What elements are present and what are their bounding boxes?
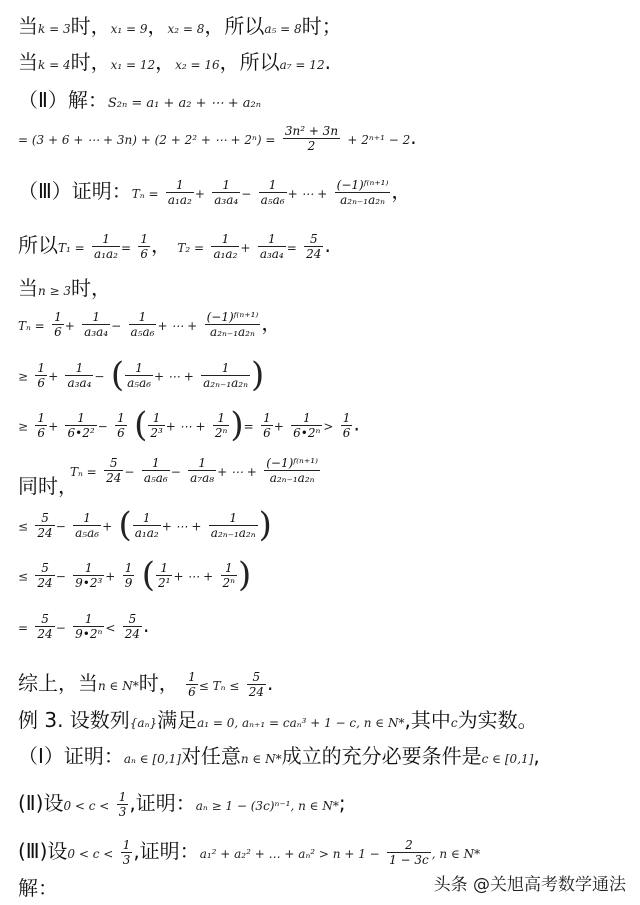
math-text: c ∈ [0,1] (481, 752, 534, 766)
math-text: + (64, 319, 75, 333)
math-text: 时， (70, 14, 111, 38)
fraction (104, 456, 123, 485)
math-text: x₂ = 8 (167, 22, 205, 36)
math-text: 时； (301, 14, 342, 38)
fraction (387, 838, 431, 867)
fraction (261, 411, 273, 440)
numerator: 1 (176, 178, 184, 192)
math-text: ， (261, 311, 282, 335)
math-text: = (3 + 6 + ⋯ + 3n) + (2 + 2² + ⋯ + 2ⁿ) = (18, 133, 276, 147)
fraction (221, 561, 238, 590)
math-text: 时， (70, 50, 111, 74)
fraction (142, 456, 170, 485)
fraction (35, 411, 47, 440)
math-text: + (48, 369, 59, 384)
math-text: + ⋯ + (154, 369, 194, 384)
math-text: S₂ₙ = a₁ + a₂ + ⋯ + a₂ₙ (107, 96, 262, 111)
math-text: T₁ = (58, 241, 85, 255)
denominator: a₅a₆ (260, 193, 285, 207)
math-text: − (94, 369, 105, 384)
math-text: = (243, 419, 254, 434)
math-text: + (194, 187, 205, 201)
denominator: 6 (342, 425, 351, 440)
fraction (213, 411, 230, 440)
numerator: 1 (54, 310, 62, 324)
denominator: 6 (54, 325, 62, 339)
math-text: ≥ (18, 369, 29, 384)
math-text: 满足 (157, 708, 198, 732)
text-line (18, 790, 346, 819)
conclusion-line (18, 670, 273, 699)
fraction (65, 411, 96, 440)
numerator: 1 (124, 560, 133, 575)
numerator: 1 (221, 360, 230, 375)
numerator: 1 (135, 360, 143, 375)
math-text: （Ⅲ）证明： (18, 179, 132, 203)
numerator: 1 (198, 456, 206, 470)
math-text: 0 < c < (63, 799, 110, 813)
text-line (18, 50, 331, 77)
fraction (247, 670, 266, 699)
numerator: 5 (128, 612, 137, 626)
denominator: 24 (106, 471, 122, 485)
math-text: − (55, 519, 66, 534)
denominator: 6•2² (67, 425, 95, 440)
math-text: 为实数。 (457, 708, 538, 732)
math-text: = (286, 241, 297, 255)
math-text: ，所以 (219, 50, 280, 74)
math-text: a₅ = 8 (264, 22, 302, 36)
math-text: + ⋯ + (165, 419, 206, 434)
fraction (92, 232, 120, 261)
fraction (65, 361, 93, 390)
numerator: 1 (217, 410, 225, 425)
math-text: c (450, 716, 458, 730)
math-text: ， (151, 233, 172, 257)
math-text: ,其中 (404, 708, 451, 732)
math-text: . (324, 233, 331, 257)
denominator: a₂ₙ₋₁a₂ₙ (210, 525, 256, 540)
denominator: 2³ (150, 425, 163, 440)
fraction (121, 838, 133, 867)
part-3-heading (18, 178, 411, 207)
math-text: = (120, 241, 132, 255)
numerator: 1 (224, 560, 233, 575)
fraction (117, 790, 129, 819)
formula-line (70, 456, 321, 485)
math-text: k = 4 (38, 58, 71, 72)
numerator: 1 (84, 560, 93, 575)
fraction (188, 456, 216, 485)
math-text: . (324, 50, 331, 74)
math-text: 时， (71, 276, 112, 300)
denominator: 6•2ⁿ (293, 425, 321, 440)
numerator: 1 (84, 612, 93, 626)
math-text: ; (338, 791, 346, 815)
denominator: 9•2ⁿ (75, 627, 103, 641)
math-text: + (48, 419, 59, 434)
numerator: 5 (41, 612, 49, 626)
math-text: ≤ (18, 519, 29, 534)
bracket: ( (110, 355, 125, 395)
bracket: ( (141, 555, 155, 595)
part-2-heading (18, 88, 261, 116)
math-text: + (105, 569, 116, 584)
text-line (18, 276, 111, 303)
formula-line (18, 405, 360, 445)
math-text: Tₙ = (70, 465, 97, 479)
fraction (212, 178, 240, 207)
math-text: 对任意 (180, 744, 241, 768)
math-text: aₙ ∈ [0,1] (123, 752, 181, 766)
math-text: . (267, 671, 274, 695)
denominator: 9 (124, 575, 133, 590)
formula-line (18, 612, 149, 641)
math-text: 所以 (18, 233, 58, 257)
fraction (209, 511, 258, 540)
math-text: . (410, 125, 417, 149)
fraction (291, 411, 322, 440)
fraction (166, 178, 194, 207)
fraction (201, 361, 250, 390)
math-text: ,证明： (129, 791, 196, 815)
math-text: ≤ Tₙ ≤ (198, 679, 240, 693)
math-text: Tₙ = (131, 187, 159, 201)
formula-line (18, 505, 272, 545)
denominator: 3 (118, 805, 127, 819)
denominator: a₂ₙ₋₁a₂ₙ (264, 470, 320, 485)
math-text: 综上，当 (18, 671, 98, 695)
fraction (259, 178, 287, 207)
numerator: (−1)ᶠ⁽ⁿ⁺¹⁾ (266, 456, 318, 470)
denominator: 3 (122, 853, 131, 867)
denominator: a₁a₂ (134, 525, 159, 540)
numerator: 1 (140, 232, 149, 246)
fraction (258, 232, 286, 261)
denominator: 6 (188, 685, 196, 699)
math-text: 当 (18, 50, 38, 74)
denominator: a₂ₙ₋₁a₂ₙ (335, 192, 391, 207)
fraction (148, 411, 164, 440)
bracket: ( (134, 405, 148, 445)
math-text: a₁ = 0, aₙ₊₁ = caₙ³ + 1 − c, n ∈ N* (197, 716, 405, 730)
denominator: a₁a₂ (167, 193, 192, 207)
math-text: x₁ = 12 (110, 58, 156, 72)
denominator: a₁a₂ (213, 247, 238, 261)
numerator: 1 (152, 410, 161, 425)
bracket: ) (230, 405, 244, 445)
denominator: 2ⁿ (222, 575, 236, 590)
denominator: 24 (37, 627, 53, 641)
numerator: 1 (263, 410, 271, 425)
numerator: (−1)ᶠ⁽ⁿ⁺¹⁾ (206, 310, 259, 324)
math-text: n ≥ 3 (38, 284, 72, 298)
numerator: 1 (222, 178, 231, 192)
math-text: ≤ (18, 569, 29, 584)
fraction (156, 561, 172, 590)
numerator: 1 (221, 232, 230, 246)
math-text: − (111, 319, 122, 333)
numerator: 1 (138, 310, 147, 324)
numerator: 1 (118, 790, 127, 804)
formula-line (18, 310, 281, 339)
bracket: ) (250, 355, 265, 395)
math-text: . (143, 613, 150, 637)
numerator: 1 (37, 360, 46, 375)
math-text: > (323, 419, 334, 434)
numerator: 1 (102, 232, 110, 246)
math-text: + ⋯ + (157, 319, 198, 333)
math-text: − (170, 465, 181, 479)
formula-line (18, 124, 417, 153)
denominator: a₃a₄ (67, 375, 92, 390)
numerator: 3n² + 3n (284, 124, 339, 138)
denominator: 2¹ (157, 575, 171, 590)
denominator: 6 (37, 425, 46, 440)
math-text: 当 (18, 276, 38, 300)
fraction (138, 232, 150, 261)
numerator: 5 (41, 560, 49, 575)
math-text: {aₙ} (129, 716, 158, 730)
math-text: ，所以 (204, 14, 265, 38)
math-text: + ⋯ + (287, 187, 328, 201)
denominator: a₂ₙ₋₁a₂ₙ (205, 324, 261, 339)
formula-line (18, 355, 265, 395)
bracket: ) (238, 555, 252, 595)
math-text: + (102, 519, 113, 534)
math-text: (Ⅲ)设 (18, 839, 68, 863)
denominator: a₅a₆ (143, 471, 168, 485)
denominator: 24 (37, 575, 53, 590)
math-text: n ∈ N* (98, 679, 139, 693)
math-text: 例 3. 设数列 (18, 708, 130, 732)
denominator: 24 (37, 525, 53, 540)
math-text: + ⋯ + (173, 569, 214, 584)
denominator: 6 (263, 425, 271, 440)
fraction (73, 511, 101, 540)
fraction (205, 310, 261, 339)
fraction (52, 310, 64, 339)
numerator: 1 (188, 670, 196, 684)
math-text: 成立的充分必要条件是 (281, 744, 482, 768)
denominator: a₅a₆ (75, 525, 100, 540)
denominator: 24 (124, 627, 141, 641)
numerator: 1 (267, 232, 276, 246)
math-text: k = 3 (38, 22, 71, 36)
fraction (123, 561, 135, 590)
fraction (341, 411, 353, 440)
numerator: 1 (117, 410, 125, 425)
numerator: 1 (160, 560, 169, 575)
math-text: a₇ = 12 (279, 58, 325, 72)
numerator: 1 (83, 510, 91, 525)
numerator: 1 (151, 456, 160, 470)
math-text: aₙ ≥ 1 − (3c)ⁿ⁻¹, n ∈ N* (195, 799, 339, 813)
bracket: ( (118, 505, 132, 545)
math-text: , (533, 744, 540, 768)
denominator: a₃a₄ (84, 325, 109, 339)
math-text: 解： (18, 876, 58, 900)
watermark: 头条 @关旭高考数学通法 (433, 875, 626, 895)
numerator: 1 (342, 410, 351, 425)
numerator: 1 (142, 510, 151, 525)
denominator: 1 − 3c (389, 853, 429, 867)
math-text: ， (155, 50, 176, 74)
math-text: − (97, 419, 108, 434)
denominator: a₅a₆ (130, 325, 155, 339)
denominator: 6 (37, 375, 46, 390)
math-text: = (18, 621, 29, 635)
fraction (35, 612, 54, 641)
fraction (82, 310, 110, 339)
fraction (129, 310, 157, 339)
fraction (125, 361, 153, 390)
math-text: T₂ = (177, 241, 205, 255)
fraction (304, 232, 323, 261)
numerator: (−1)ᶠ⁽ⁿ⁺¹⁾ (336, 178, 389, 192)
fraction (35, 561, 54, 590)
math-text: 当 (18, 14, 38, 38)
fraction (35, 361, 47, 390)
math-text: , n ∈ N* (431, 847, 481, 861)
bracket: ) (258, 505, 272, 545)
math-text: − (55, 569, 66, 584)
numerator: 5 (41, 510, 49, 525)
numerator: 1 (75, 360, 84, 375)
numerator: 1 (229, 510, 238, 525)
denominator: a₃a₄ (214, 193, 239, 207)
denominator: 24 (306, 247, 322, 261)
fraction (123, 612, 142, 641)
math-text: 0 < c < (67, 847, 114, 861)
math-text: + (240, 241, 251, 255)
denominator: a₅a₆ (127, 375, 152, 390)
math-text: − (55, 621, 66, 635)
math-text: （Ⅱ）解： (18, 88, 108, 112)
math-text: （Ⅰ）证明： (18, 744, 124, 768)
math-text: (Ⅱ)设 (18, 791, 64, 815)
denominator: 6 (117, 425, 125, 440)
math-text: + (273, 419, 284, 434)
math-text: . (353, 411, 360, 436)
numerator: 2 (405, 838, 413, 852)
denominator: a₂ₙ₋₁a₂ₙ (203, 375, 248, 390)
denominator: a₇a₈ (190, 471, 215, 485)
formula-line (18, 555, 252, 595)
fraction (264, 456, 320, 485)
math-text: Tₙ = (18, 319, 45, 333)
math-text: n ∈ N* (240, 752, 282, 766)
numerator: 5 (252, 670, 261, 684)
numerator: 1 (268, 178, 277, 192)
math-text: x₂ = 16 (175, 58, 220, 72)
math-text: − (124, 465, 135, 479)
math-text: + ⋯ + (217, 465, 257, 479)
fraction (35, 511, 54, 540)
text-line (18, 876, 58, 900)
numerator: 1 (92, 310, 100, 324)
denominator: a₃a₄ (259, 247, 284, 261)
numerator: 1 (37, 410, 46, 425)
math-text: a₁² + a₂² + … + aₙ² > n + 1 − (199, 847, 380, 861)
fraction (211, 232, 239, 261)
fraction (186, 670, 198, 699)
example-heading (18, 708, 538, 735)
fraction (133, 511, 161, 540)
math-text: < (105, 621, 116, 635)
numerator: 5 (309, 232, 318, 246)
denominator: a₁a₂ (94, 247, 118, 261)
math-text: + 2ⁿ⁺¹ − 2 (347, 133, 411, 147)
text-line (18, 14, 342, 41)
denominator: 2ⁿ (214, 425, 228, 440)
math-text: ， (391, 179, 412, 203)
math-text: ， (147, 14, 168, 38)
math-text: x₁ = 9 (110, 22, 148, 36)
numerator: 1 (302, 410, 311, 425)
numerator: 5 (109, 456, 118, 470)
fraction (335, 178, 391, 207)
text-line (18, 232, 331, 261)
text-line (18, 744, 540, 771)
denominator: 2 (283, 138, 340, 153)
math-text: 同时， (18, 474, 78, 498)
numerator: 1 (122, 838, 131, 852)
text-line (18, 474, 78, 498)
fraction (115, 411, 127, 440)
denominator: 24 (248, 685, 264, 699)
fraction (283, 124, 340, 153)
text-line (18, 838, 480, 867)
math-text: 时， (138, 671, 179, 695)
denominator: 9•2³ (75, 575, 103, 590)
fraction (73, 561, 104, 590)
math-text: ≥ (18, 419, 29, 434)
math-text: − (241, 187, 252, 201)
fraction (73, 612, 104, 641)
math-text: + ⋯ + (161, 519, 202, 534)
numerator: 1 (77, 410, 85, 425)
denominator: 6 (140, 247, 149, 261)
math-text: ,证明： (133, 839, 200, 863)
